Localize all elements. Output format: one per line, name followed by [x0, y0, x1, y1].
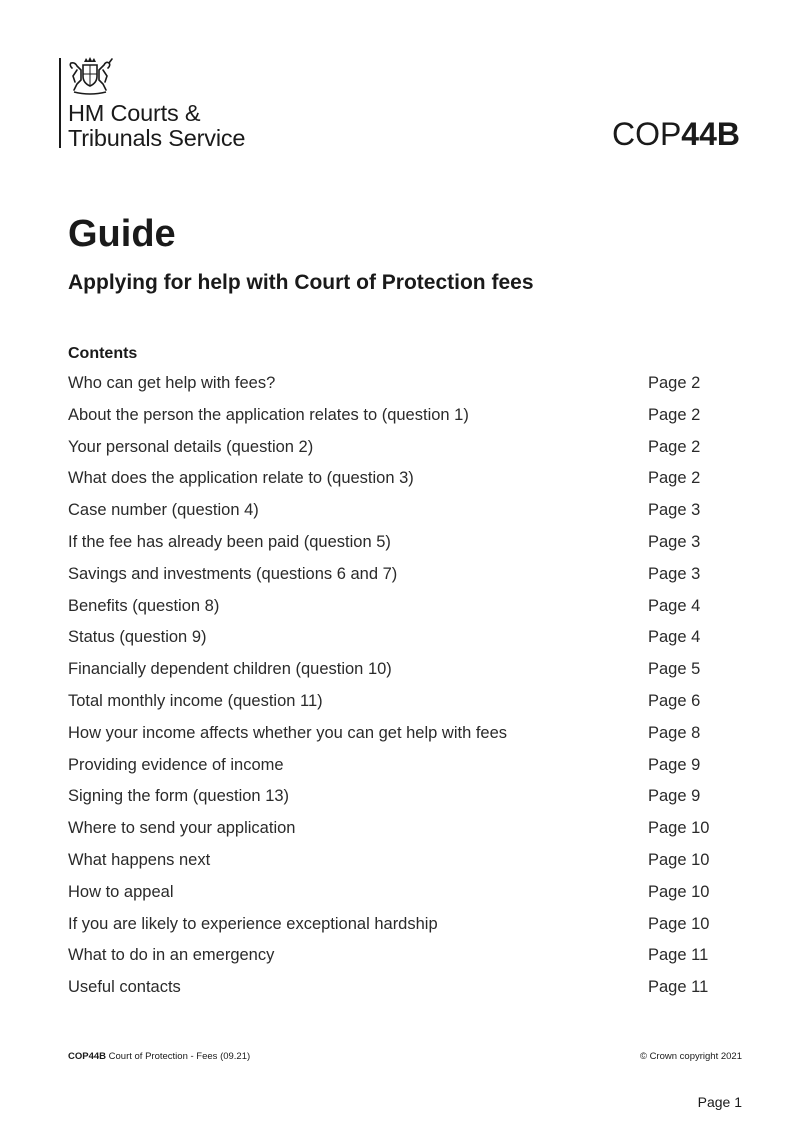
contents-entry-page: Page 2	[648, 437, 701, 456]
contents-entry-label: What to do in an emergency	[68, 946, 275, 965]
contents-entry[interactable]	[68, 750, 728, 782]
contents-entry[interactable]	[68, 527, 728, 559]
contents-entry-label: What does the application relate to (question 3)	[68, 469, 414, 488]
page-number: Page 1	[697, 1094, 742, 1110]
contents-entry[interactable]	[68, 654, 728, 686]
contents-entry-page: Page 10	[648, 914, 710, 933]
contents-entry-label: How to appeal	[68, 882, 174, 901]
contents-entry-label: What happens next	[68, 850, 211, 869]
contents-entry[interactable]	[68, 368, 728, 400]
contents-entry-page: Page 9	[648, 787, 701, 806]
contents-entry-page: Page 10	[648, 850, 710, 869]
document-title: Guide	[68, 213, 176, 255]
contents-entry-page: Page 2	[648, 469, 701, 488]
organisation-name	[68, 101, 245, 151]
contents-list	[68, 368, 728, 1004]
contents-entry-label: Useful contacts	[68, 978, 181, 997]
organisation-name-line-1: HM Courts &	[68, 100, 201, 126]
contents-entry-page: Page 4	[648, 596, 701, 615]
contents-entry-label: Where to send your application	[68, 819, 296, 838]
contents-entry-page: Page 2	[648, 374, 701, 392]
form-code-prefix: COP	[611, 116, 682, 152]
contents-entry-label: Providing evidence of income	[68, 755, 284, 774]
contents-entry[interactable]	[68, 972, 728, 1004]
contents-entry[interactable]	[68, 909, 728, 941]
contents-entry-label: Your personal details (question 2)	[68, 437, 314, 456]
contents-entry[interactable]	[68, 432, 728, 464]
organisation-name-line-2: Tribunals Service	[68, 125, 246, 151]
contents-entry-label: Benefits (question 8)	[68, 596, 220, 615]
contents-entry-label: Case number (question 4)	[68, 501, 259, 520]
footer-form-description: Court of Protection - Fees (09.21)	[108, 1051, 251, 1062]
contents-entry-page: Page 9	[648, 755, 701, 774]
form-code-number: 44B	[681, 116, 740, 152]
royal-coat-of-arms-icon	[66, 56, 114, 96]
contents-entry-page: Page 10	[648, 882, 710, 901]
document-subtitle: Applying for help with Court of Protection fees	[68, 271, 534, 294]
contents-entry[interactable]	[68, 463, 728, 495]
contents-entry-page: Page 2	[648, 405, 701, 424]
contents-entry[interactable]	[68, 622, 728, 654]
contents-entry-label: If you are likely to experience exceptional hardship	[68, 914, 438, 933]
contents-entry-page: Page 5	[648, 660, 701, 679]
contents-entry[interactable]	[68, 686, 728, 718]
contents-entry[interactable]	[68, 400, 728, 432]
contents-entry-page: Page 11	[648, 978, 709, 997]
contents-entry-label: Status (question 9)	[68, 628, 207, 647]
contents-entry[interactable]	[68, 940, 728, 972]
footer-form-reference	[68, 1051, 250, 1062]
contents-entry-page: Page 3	[648, 564, 701, 583]
contents-entry-page: Page 10	[648, 819, 710, 838]
contents-entry-page: Page 6	[648, 691, 701, 710]
contents-entry-label: Savings and investments (questions 6 and 7)	[68, 564, 398, 583]
contents-entry-page: Page 3	[648, 532, 701, 551]
contents-entry-label: If the fee has already been paid (question 5)	[68, 532, 391, 551]
footer-copyright: © Crown copyright 2021	[639, 1051, 742, 1062]
contents-heading: Contents	[68, 345, 138, 362]
contents-entry[interactable]	[68, 559, 728, 591]
contents-entry[interactable]	[68, 813, 728, 845]
footer-form-code: COP44B	[68, 1051, 107, 1062]
contents-entry[interactable]	[68, 877, 728, 909]
contents-entry-label: Signing the form (question 13)	[68, 787, 290, 806]
contents-entry[interactable]	[68, 781, 728, 813]
logo-divider-line	[59, 58, 61, 148]
contents-entry-page: Page 11	[648, 946, 709, 965]
contents-entry-page: Page 8	[648, 723, 701, 742]
contents-entry-label: Who can get help with fees?	[68, 374, 276, 392]
contents-entry-label: Total monthly income (question 11)	[68, 691, 323, 710]
contents-entry-label: How your income affects whether you can get help with fees	[68, 723, 508, 742]
contents-entry[interactable]	[68, 495, 728, 527]
contents-entry[interactable]	[68, 718, 728, 750]
contents-entry[interactable]	[68, 845, 728, 877]
contents-entry-label: Financially dependent children (question 10)	[68, 660, 392, 679]
contents-entry-page: Page 4	[648, 628, 701, 647]
form-code	[612, 116, 740, 153]
contents-entry-page: Page 3	[648, 501, 701, 520]
contents-entry-label: About the person the application relates to (question 1)	[68, 405, 469, 424]
contents-entry[interactable]	[68, 591, 728, 623]
